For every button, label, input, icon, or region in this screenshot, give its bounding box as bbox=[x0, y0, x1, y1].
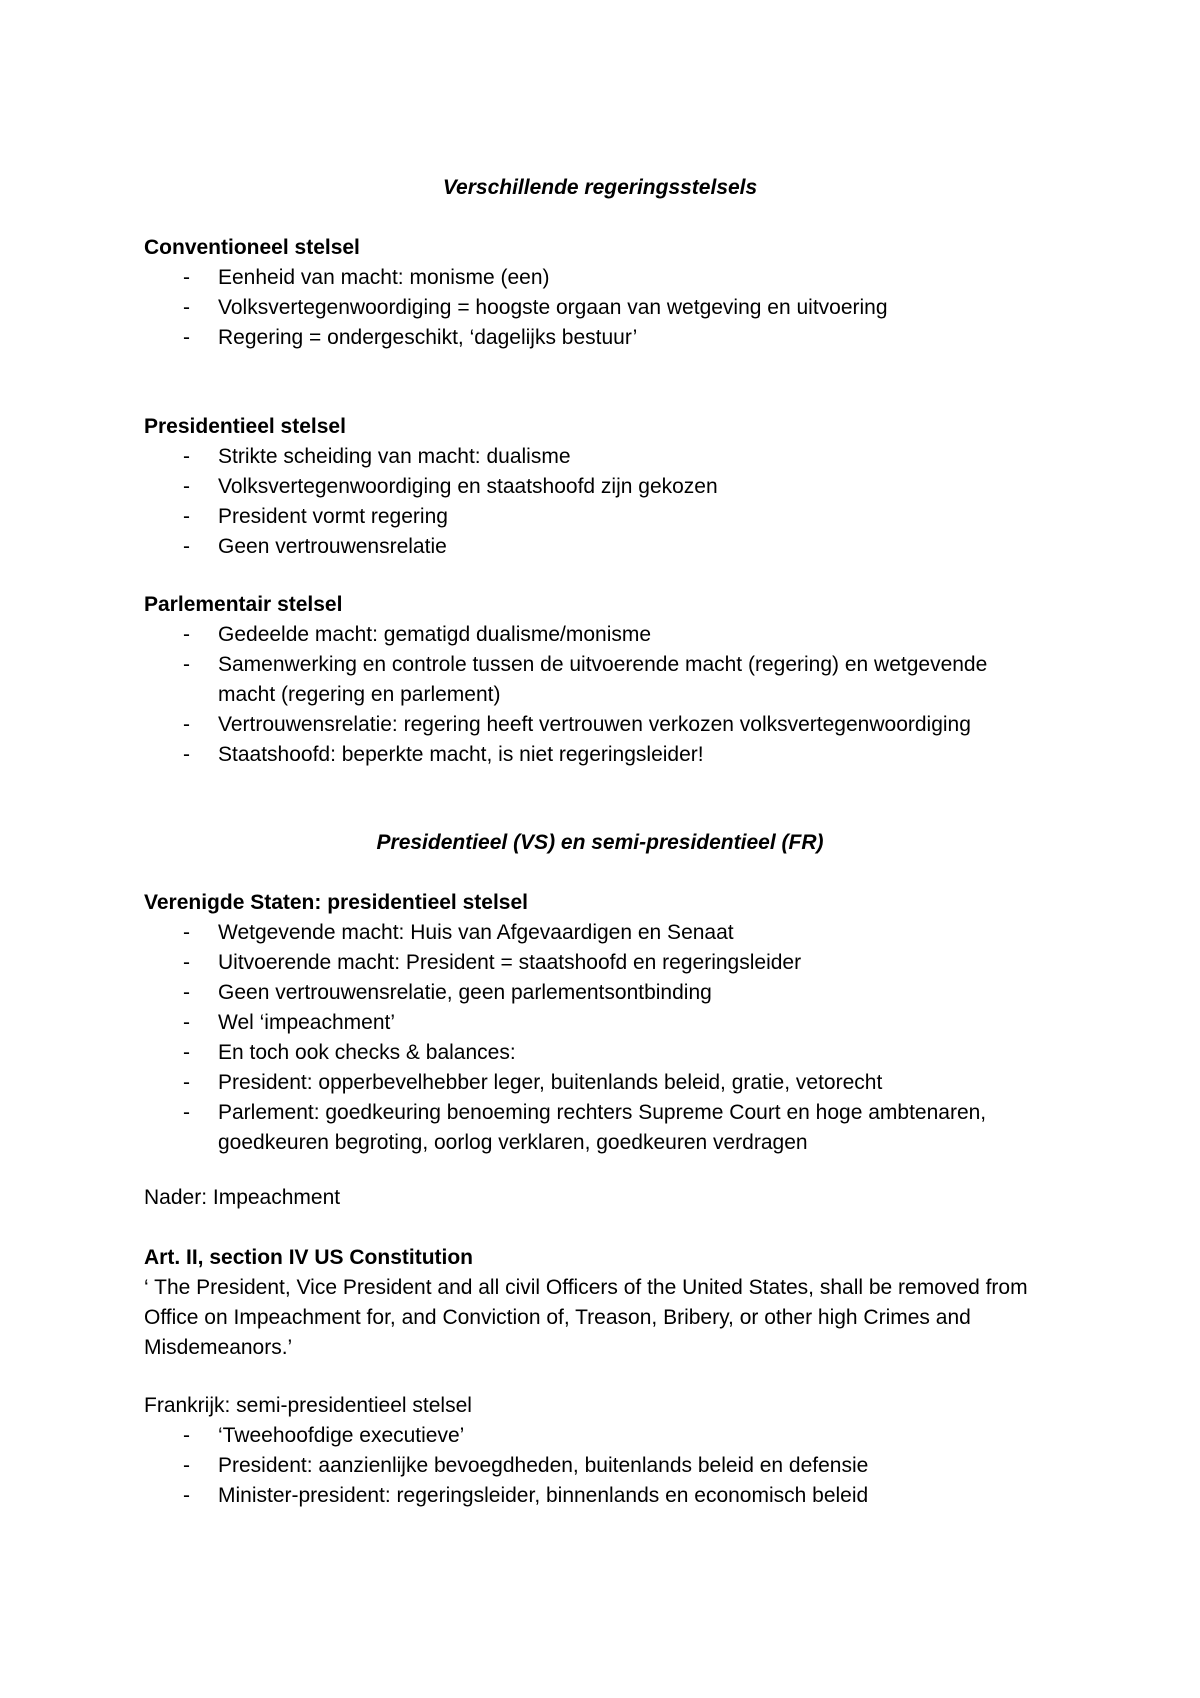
list-item-text: ‘Tweehoofdige executieve’ bbox=[218, 1424, 465, 1447]
dash-bullet: - bbox=[183, 1071, 190, 1094]
nader-line: Nader: Impeachment bbox=[144, 1186, 341, 1209]
list-item bbox=[144, 650, 1044, 710]
dash-bullet: - bbox=[183, 475, 190, 498]
section-heading-parlementair: Parlementair stelsel bbox=[144, 593, 343, 616]
section-heading-fr: Frankrijk: semi-presidentieel stelsel bbox=[144, 1394, 472, 1417]
list-item-text: President vormt regering bbox=[218, 505, 448, 528]
dash-bullet: - bbox=[183, 1424, 190, 1447]
list-item-text: Vertrouwensrelatie: regering heeft vertrouwen verkozen volksvertegenwoordiging bbox=[218, 713, 971, 736]
list-item bbox=[144, 948, 1044, 978]
list-parlementair bbox=[144, 620, 1044, 770]
list-item-text: Geen vertrouwensrelatie, geen parlementsontbinding bbox=[218, 981, 712, 1004]
list-item-text: President: opperbevelhebber leger, buitenlands beleid, gratie, vetorecht bbox=[218, 1071, 883, 1094]
list-fr bbox=[144, 1421, 1044, 1511]
dash-bullet: - bbox=[183, 1454, 190, 1477]
dash-bullet: - bbox=[183, 951, 190, 974]
dash-bullet: - bbox=[183, 623, 190, 646]
list-item bbox=[144, 293, 1044, 323]
list-item bbox=[144, 323, 1044, 353]
list-item-text: Samenwerking en controle tussen de uitvoerende macht (regering) en wetgevende macht (regering en parlement) bbox=[218, 653, 988, 706]
list-presidentieel bbox=[144, 442, 1044, 562]
list-item-text: Staatshoofd: beperkte macht, is niet regeringsleider! bbox=[218, 743, 704, 766]
list-item-text: Volksvertegenwoordiging = hoogste orgaan van wetgeving en uitvoering bbox=[218, 296, 888, 319]
list-item-text: Eenheid van macht: monisme (een) bbox=[218, 266, 550, 289]
list-item-text: Parlement: goedkeuring benoeming rechters Supreme Court en hoge ambtenaren, goedkeuren begroting, oorlog verklaren, goedkeuren verdragen bbox=[218, 1101, 987, 1154]
list-item bbox=[144, 1451, 1044, 1481]
list-conventioneel bbox=[144, 263, 1044, 353]
constitution-heading: Art. II, section IV US Constitution bbox=[144, 1246, 474, 1269]
list-item bbox=[144, 1481, 1044, 1511]
list-item-text: Wel ‘impeachment’ bbox=[218, 1011, 396, 1034]
dash-bullet: - bbox=[183, 296, 190, 319]
list-item bbox=[144, 918, 1044, 948]
list-item bbox=[144, 978, 1044, 1008]
list-item bbox=[144, 532, 1044, 562]
dash-bullet: - bbox=[183, 743, 190, 766]
section-title-vs-fr: Presidentieel (VS) en semi-presidentieel (FR) bbox=[376, 831, 824, 854]
list-item bbox=[144, 740, 1044, 770]
list-vs bbox=[144, 918, 1044, 1158]
list-item-text: Regering = ondergeschikt, ‘dagelijks bestuur’ bbox=[218, 326, 638, 349]
dash-bullet: - bbox=[183, 1041, 190, 1064]
list-item-text: Wetgevende macht: Huis van Afgevaardigen en Senaat bbox=[218, 921, 734, 944]
dash-bullet: - bbox=[183, 921, 190, 944]
list-item bbox=[144, 1421, 1044, 1451]
list-item-text: Strikte scheiding van macht: dualisme bbox=[218, 445, 571, 468]
dash-bullet: - bbox=[183, 535, 190, 558]
document-title: Verschillende regeringsstelsels bbox=[442, 176, 758, 199]
list-item-text: Volksvertegenwoordiging en staatshoofd zijn gekozen bbox=[218, 475, 718, 498]
section-heading-vs: Verenigde Staten: presidentieel stelsel bbox=[144, 891, 528, 914]
list-item bbox=[144, 1038, 1044, 1068]
list-item bbox=[144, 710, 1044, 740]
dash-bullet: - bbox=[183, 1484, 190, 1507]
dash-bullet: - bbox=[183, 1101, 190, 1124]
list-item bbox=[144, 472, 1044, 502]
section-heading-conventioneel: Conventioneel stelsel bbox=[144, 236, 360, 259]
dash-bullet: - bbox=[183, 326, 190, 349]
list-item bbox=[144, 1008, 1044, 1038]
list-item-text: En toch ook checks & balances: bbox=[218, 1041, 516, 1064]
section-heading-presidentieel: Presidentieel stelsel bbox=[144, 415, 346, 438]
list-item bbox=[144, 1068, 1044, 1098]
list-item bbox=[144, 502, 1044, 532]
list-item bbox=[144, 1098, 1044, 1158]
list-item bbox=[144, 442, 1044, 472]
list-item-text: Minister-president: regeringsleider, binnenlands en economisch beleid bbox=[218, 1484, 869, 1507]
dash-bullet: - bbox=[183, 653, 190, 676]
list-item bbox=[144, 263, 1044, 293]
dash-bullet: - bbox=[183, 445, 190, 468]
constitution-quote: ‘ The President, Vice President and all civil Officers of the United States, shall be removed from Office on Impeachment for, and Conviction of, Treason, Bribery, or other high Crimes and Misdemeanors.’ bbox=[144, 1276, 1028, 1359]
dash-bullet: - bbox=[183, 505, 190, 528]
dash-bullet: - bbox=[183, 713, 190, 736]
dash-bullet: - bbox=[183, 981, 190, 1004]
dash-bullet: - bbox=[183, 1011, 190, 1034]
list-item-text: Geen vertrouwensrelatie bbox=[218, 535, 447, 558]
list-item-text: Gedeelde macht: gematigd dualisme/monisme bbox=[218, 623, 652, 646]
list-item-text: Uitvoerende macht: President = staatshoofd en regeringsleider bbox=[218, 951, 802, 974]
dash-bullet: - bbox=[183, 266, 190, 289]
list-item bbox=[144, 620, 1044, 650]
list-item-text: President: aanzienlijke bevoegdheden, buitenlands beleid en defensie bbox=[218, 1454, 869, 1477]
